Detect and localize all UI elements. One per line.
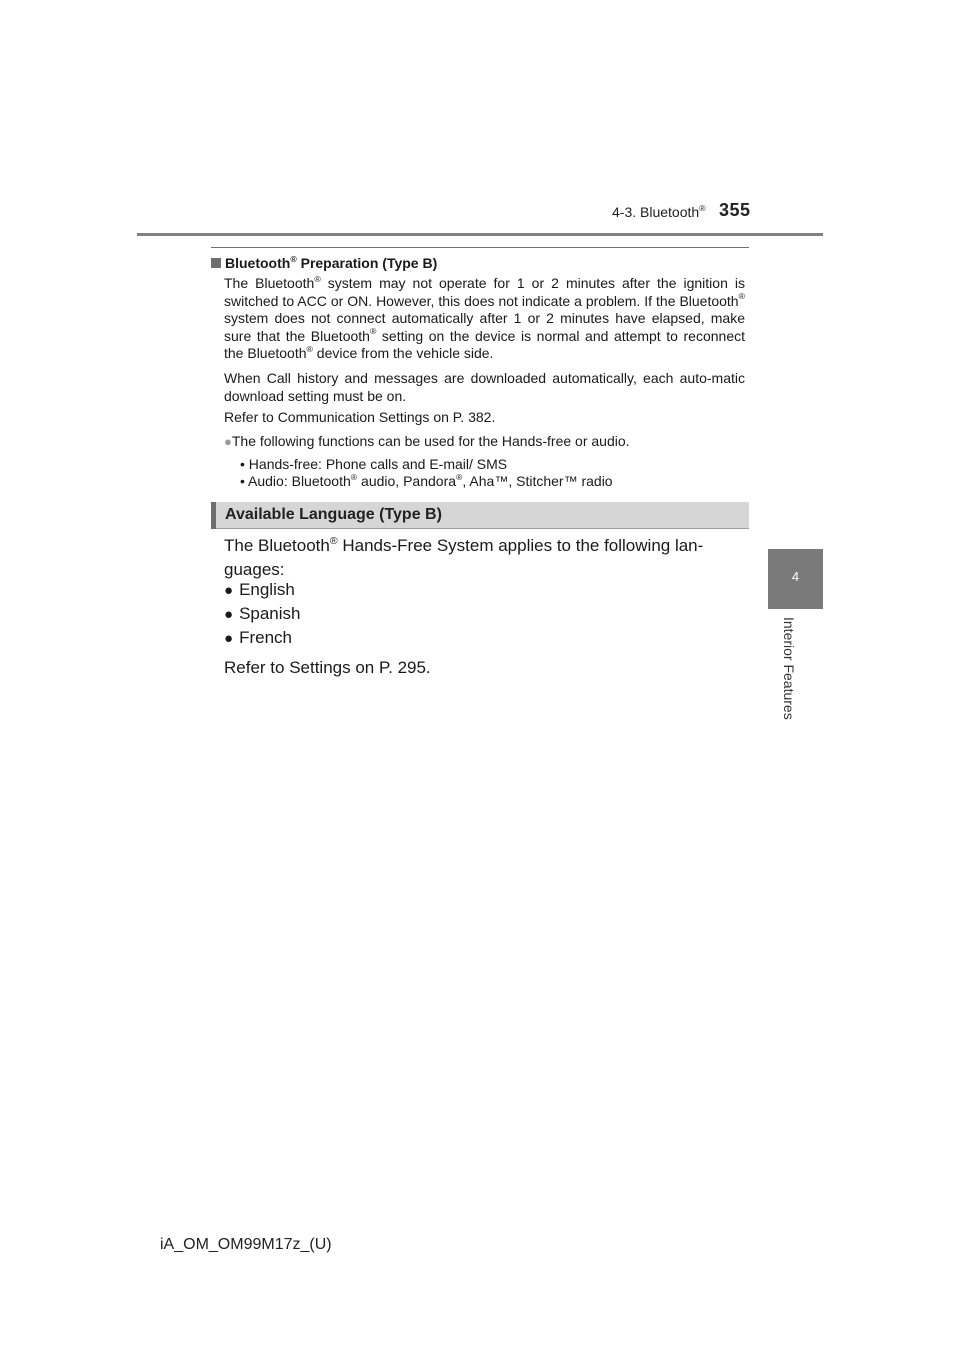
sub-item-hands-free: • Hands-free: Phone calls and E-mail/ SMS <box>240 456 508 472</box>
sub-item-audio: • Audio: Bluetooth® audio, Pandora®, Aha™, Stitcher™ radio <box>240 471 613 489</box>
section-title: Available Language (Type B) <box>225 506 442 523</box>
prep-subheading: Bluetooth® Preparation (Type B) <box>211 255 437 271</box>
language-item: ● English <box>224 580 295 599</box>
chapter-tab <box>768 549 823 609</box>
bullet-icon: ● <box>224 582 234 599</box>
bullet-icon: ● <box>224 606 234 623</box>
prep-paragraph-1: The Bluetooth® system may not operate for 1 or 2 minutes after the ignition is switched to ACC or ON. However, this does not indicate a problem. If the Bluetooth® system does not connect automatically after 1 or 2 minutes have elapsed, make sure that the Bluetooth® setting on the device is normal and attempt to reconnect the Bluetooth® device from the vehicle side. <box>224 273 745 361</box>
bullet-icon: ● <box>224 630 234 647</box>
language-refer: Refer to Settings on P. 295. <box>224 658 431 677</box>
circle-bullet-icon: ● <box>224 434 232 449</box>
header-rule <box>137 233 823 236</box>
content-top-rule <box>211 247 749 248</box>
language-intro: The Bluetooth® Hands-Free System applies to the following lan-guages: <box>224 534 704 579</box>
section-header: 4-3. Bluetooth® <box>612 202 706 220</box>
language-item: ● Spanish <box>224 604 301 623</box>
prep-paragraph-3: Refer to Communication Settings on P. 382. <box>224 409 496 425</box>
prep-paragraph-2: When Call history and messages are downloaded automatically, each auto-matic download setting must be on. <box>224 370 745 404</box>
document-code: iA_OM_OM99M17z_(U) <box>160 1236 332 1253</box>
chapter-label: Interior Features <box>781 617 797 720</box>
language-item: ● French <box>224 628 292 647</box>
functions-bullet: ●The following functions can be used for the Hands-free or audio. <box>224 433 630 449</box>
chapter-number: 4 <box>791 569 800 584</box>
page-number: 355 <box>719 200 751 220</box>
square-bullet-icon <box>211 258 221 268</box>
section-bar-edge <box>211 502 216 529</box>
section-heading-bar <box>211 502 749 529</box>
